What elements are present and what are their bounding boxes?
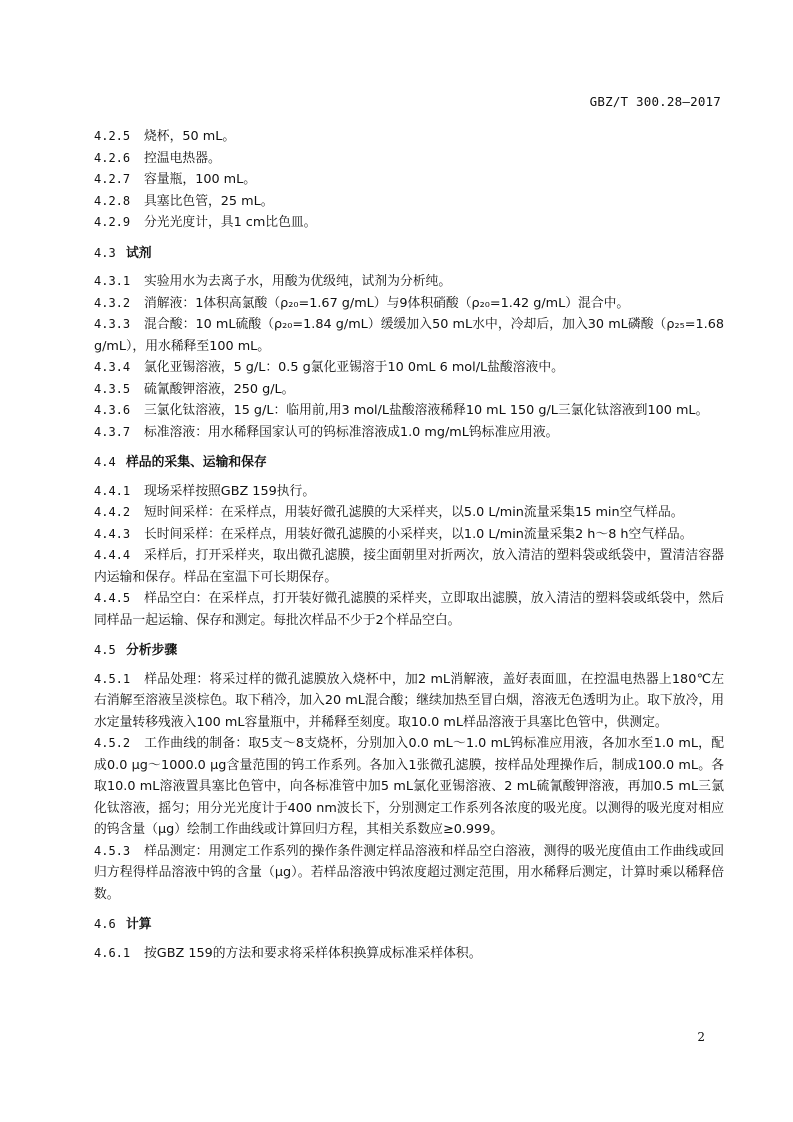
clause-text: 具塞比色管，25 mL。	[144, 193, 274, 209]
clause-text: 样品处理：将采过样的微孔滤膜放入烧杯中，加2 mL消解液，盖好表面皿，在控温电热器上180℃左右消解至溶液呈淡棕色。取下稍冷，加入20 mL混合酸；继续加热至冒白烟，溶液无色透明为止。取下放冷，用水定量转移残液入100 mL容量瓶中，并稀释至刻度。取10.0 mL样品溶液于具塞比色管中，供测定。	[94, 671, 724, 730]
clause-item	[94, 314, 724, 357]
section-number: 4.3	[94, 245, 116, 260]
clause-number: 4.3.5	[94, 381, 131, 396]
clause-text: 样品测定：用测定工作系列的操作条件测定样品溶液和样品空白溶液，测得的吸光度值由工作曲线或回归方程得样品溶液中钨的含量（μg）。若样品溶液中钨浓度超过测定范围，用水稀释后测定，计算时乘以稀释倍数。	[94, 843, 724, 902]
clause-number: 4.5.3	[94, 843, 131, 858]
clause-text: 烧杯，50 mL。	[144, 129, 236, 144]
clause-text: 实验用水为去离子水，用酸为优级纯，试剂为分析纯。	[144, 274, 452, 289]
clause-number: 4.5.1	[94, 671, 131, 686]
clause-item	[94, 502, 724, 524]
clause-text: 现场采样按照GBZ 159执行。	[144, 483, 316, 499]
clause-item	[94, 545, 724, 588]
clause-item	[94, 841, 724, 906]
clause-item	[94, 169, 724, 191]
clause-item	[94, 733, 724, 841]
section-heading	[94, 914, 724, 936]
clause-number: 4.3.7	[94, 424, 131, 439]
clause-number: 4.4.1	[94, 483, 131, 498]
clause-number: 4.2.9	[94, 215, 131, 229]
clause-item	[94, 524, 724, 546]
clause-text: 长时间采样：在采样点，用装好微孔滤膜的小采样夹，以1.0 L/min流量采集2 h～8 h空气样品。	[144, 526, 693, 542]
clause-text: 标准溶液：用水稀释国家认可的钨标准溶液成1.0 mg/mL钨标准应用液。	[144, 424, 559, 440]
clause-number: 4.5.2	[94, 736, 131, 750]
clause-item	[94, 148, 724, 170]
clause-item	[94, 271, 724, 293]
section-heading	[94, 243, 724, 265]
clause-text: 氯化亚锡溶液，5 g/L：0.5 g氯化亚锡溶于10 0mL 6 mol/L盐酸溶液中。	[144, 360, 564, 375]
clause-item	[94, 400, 724, 422]
section-number: 4.6	[94, 917, 116, 931]
clause-item	[94, 293, 724, 315]
clause-text: 消解液：1体积高氯酸（ρ₂₀=1.67 g/mL）与9体积硝酸（ρ₂₀=1.42 g/mL）混合中。	[144, 295, 630, 311]
section-heading	[94, 452, 724, 474]
clause-text: 硫氰酸钾溶液，250 g/L。	[144, 381, 295, 397]
clause-number: 4.3.1	[94, 274, 131, 288]
clause-number: 4.6.1	[94, 945, 131, 960]
clause-number: 4.3.6	[94, 403, 131, 417]
clause-number: 4.2.8	[94, 193, 131, 208]
clause-number: 4.2.7	[94, 172, 131, 186]
clause-item	[94, 191, 724, 213]
clause-text: 控温电热器。	[144, 150, 221, 166]
section-title: 样品的采集、运输和保存	[126, 455, 267, 470]
clause-number: 4.4.4	[94, 548, 131, 562]
clause-item	[94, 481, 724, 503]
clause-text: 三氯化钛溶液，15 g/L：临用前,用3 mol/L盐酸溶液稀释10 mL 150 g/L三氯化钛溶液到100 mL。	[144, 403, 709, 418]
section-number: 4.5	[94, 643, 116, 657]
clause-text: 工作曲线的制备：取5支～8支烧杯，分别加入0.0 mL～1.0 mL钨标准应用液，各加水至1.0 mL，配成0.0 μg～1000.0 μg含量范围的钨工作系列。各加入1张微孔滤膜，按样品处理操作后，制成100.0 mL。各取10.0 mL溶液置具塞比色管中，向各标准管中加5 mL氯化亚锡溶液、2 mL硫氰酸钾溶液，再加0.5 mL三氯化钛溶液，摇匀；用分光光度计于400 nm波长下，分别测定工作系列各浓度的吸光度。以测得的吸光度对相应的钨含量（μg）绘制工作曲线或计算回归方程，其相关系数应≥0.999。	[94, 736, 724, 837]
section-number: 4.4	[94, 455, 116, 469]
section-heading	[94, 640, 724, 662]
clause-number: 4.4.5	[94, 591, 131, 605]
clause-number: 4.4.3	[94, 526, 131, 541]
clause-text: 短时间采样：在采样点，用装好微孔滤膜的大采样夹，以5.0 L/min流量采集15 min空气样品。	[144, 505, 684, 520]
clause-text: 混合酸：10 mL硫酸（ρ₂₀=1.84 g/mL）缓缓加入50 mL水中，冷却后，加入30 mL磷酸（ρ₂₅=1.68 g/mL），用水稀释至100 mL。	[94, 317, 724, 354]
clause-item	[94, 588, 724, 631]
clause-number: 4.3.4	[94, 360, 131, 374]
clause-number: 4.2.5	[94, 129, 131, 143]
section-title: 分析步骤	[126, 643, 178, 658]
clause-text: 采样后，打开采样夹，取出微孔滤膜，接尘面朝里对折两次，放入清洁的塑料袋或纸袋中，置清洁容器内运输和保存。样品在室温下可长期保存。	[94, 548, 724, 585]
clause-text: 样品空白：在采样点，打开装好微孔滤膜的采样夹，立即取出滤膜，放入清洁的塑料袋或纸袋中，然后同样品一起运输、保存和测定。每批次样品不少于2个样品空白。	[94, 591, 724, 628]
clause-item	[94, 669, 724, 734]
document-header: GBZ/T 300.28—2017	[589, 94, 721, 109]
clause-item	[94, 357, 724, 379]
clause-number: 4.4.2	[94, 505, 131, 519]
clause-item	[94, 943, 724, 965]
clause-item	[94, 126, 724, 148]
clause-text: 容量瓶，100 mL。	[144, 172, 257, 187]
clause-text: 按GBZ 159的方法和要求将采样体积换算成标准采样体积。	[144, 945, 482, 961]
document-body	[94, 126, 724, 964]
page-number: 2	[697, 1030, 705, 1044]
clause-number: 4.2.6	[94, 150, 131, 165]
clause-item	[94, 212, 724, 234]
clause-number: 4.3.3	[94, 317, 131, 331]
clause-item	[94, 379, 724, 401]
clause-item	[94, 422, 724, 444]
section-title: 计算	[126, 917, 152, 932]
section-title: 试剂	[126, 245, 152, 261]
clause-number: 4.3.2	[94, 295, 131, 310]
clause-text: 分光光度计，具1 cm比色皿。	[144, 215, 317, 230]
